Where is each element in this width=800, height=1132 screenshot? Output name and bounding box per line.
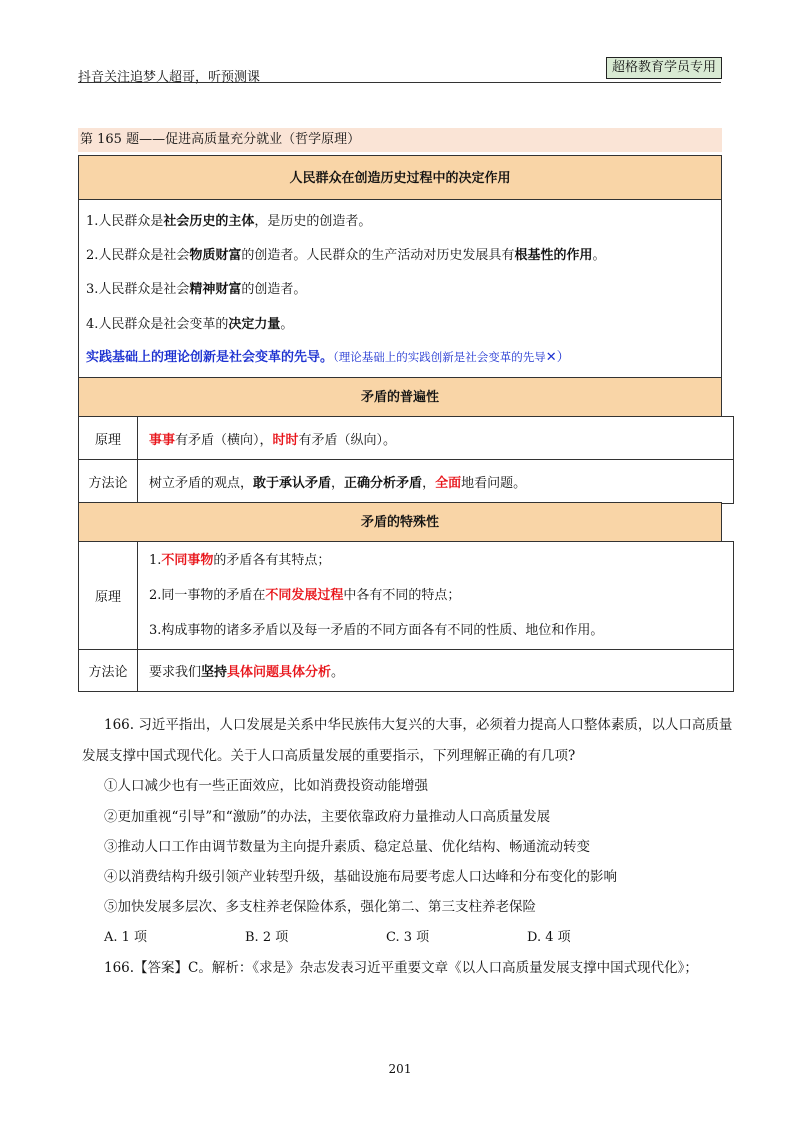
red-text: 不同发展过程 <box>265 588 344 603</box>
page-number: 201 <box>388 1062 412 1076</box>
text: 地看问题。 <box>461 476 527 491</box>
text: 2.同一事物的矛盾在 <box>149 588 266 603</box>
block2-table <box>78 416 734 504</box>
answer-line: 166.【答案】C。解析：《求是》杂志发表习近平重要文章《以人口高质量发展支撑中国式现代化》； <box>104 960 698 976</box>
text: 有矛盾（纵向）。 <box>298 432 397 448</box>
bold-blue-text: 实践基础上的理论创新是社会变革的先导。 <box>86 350 334 365</box>
principle-line-1 <box>149 543 732 578</box>
bold-text: 正确分析矛盾 <box>344 476 423 491</box>
red-text: 全面 <box>435 476 462 491</box>
table-row <box>79 460 734 504</box>
note-text: （理论基础上的实践创新是社会变革的先导 <box>333 350 546 364</box>
row-label: 方法论 <box>79 650 138 692</box>
header-divider <box>78 82 721 83</box>
bold-text: 敢于承认矛盾 <box>253 476 332 491</box>
text: 。 <box>592 248 606 263</box>
principle-line-2 <box>149 578 732 613</box>
text: 。 <box>280 317 294 332</box>
text: 。 <box>331 665 345 680</box>
option-c: C. 3 项 <box>386 930 430 945</box>
question-item: ②更加重视“引导”和“激励”的办法，主要依靠政府力量推动人口高质量发展 <box>104 809 551 825</box>
red-text: 事事 <box>149 432 176 448</box>
text: 有矛盾（横向）， <box>175 432 273 448</box>
text: 的矛盾各有其特点； <box>213 553 331 568</box>
text: ， <box>422 476 436 491</box>
red-text: 具体问题具体分析 <box>227 665 332 680</box>
header-title: 抖音关注追梦人超哥，听预测课 <box>78 70 261 85</box>
block1-item-4 <box>86 313 293 332</box>
bold-text: 决定力量 <box>228 317 281 332</box>
text: 2.人民群众是社会 <box>86 248 190 263</box>
block1-item-2 <box>86 244 605 263</box>
text: 1.人民群众是 <box>86 214 164 229</box>
row-content <box>138 417 734 460</box>
question-item: ①人口减少也有一些正面效应，比如消费投资动能增强 <box>104 778 428 794</box>
row-label: 原理 <box>79 542 138 650</box>
text: 的创造者。 <box>241 282 307 297</box>
option-d: D. 4 项 <box>527 930 571 945</box>
question-stem-line-2: 发展支撑中国式现代化。关于人口高质量发展的重要指示，下列理解正确的有几项? <box>82 748 576 764</box>
student-only-badge: 超格教育学员专用 <box>606 57 722 79</box>
text: 4.人民群众是社会变革的 <box>86 317 229 332</box>
text: ， <box>331 476 345 491</box>
table-row <box>79 417 734 460</box>
option-a: A. 1 项 <box>104 930 148 945</box>
text: 树立矛盾的观点， <box>149 476 254 491</box>
red-text: 不同事物 <box>161 553 214 568</box>
bold-text: 物质财富 <box>189 248 242 263</box>
bold-text: 精神财富 <box>189 282 242 297</box>
text: 的创造者。人民群众的生产活动对历史发展具有 <box>241 248 515 263</box>
row-label: 方法论 <box>79 460 138 504</box>
block1-title: 人民群众在创造历史过程中的决定作用 <box>78 155 722 200</box>
question-item: ⑤加快发展多层次、多支柱养老保险体系，强化第二、第三支柱养老保险 <box>104 899 536 915</box>
text: 1. <box>149 553 162 568</box>
block1-item-3 <box>86 278 306 297</box>
text: 要求我们 <box>149 665 202 680</box>
table-row <box>79 650 734 692</box>
section-title: 第 165 题——促进高质量充分就业（哲学原理） <box>78 128 722 152</box>
question-item: ③推动人口工作由调节数量为主向提升素质、稳定总量、优化结构、畅通流动转变 <box>104 839 590 855</box>
bold-text: 社会历史的主体 <box>163 214 255 229</box>
cross-mark-icon: ✕ <box>545 350 557 365</box>
question-stem-line-1: 166. 习近平指出，人口发展是关系中华民族伟大复兴的大事，必须着力提高人口整体素质，以人口高质量 <box>104 717 733 733</box>
row-label: 原理 <box>79 417 138 460</box>
block2-title: 矛盾的普遍性 <box>78 377 722 417</box>
row-content <box>138 542 734 650</box>
block1-item-1 <box>86 210 371 229</box>
block3-title: 矛盾的特殊性 <box>78 502 722 542</box>
option-b: B. 2 项 <box>245 930 289 945</box>
row-content <box>138 650 734 692</box>
row-content <box>138 460 734 504</box>
text: 中各有不同的特点； <box>343 588 461 603</box>
principle-line-3: 3.构成事物的诸多矛盾以及每一矛盾的不同方面各有不同的性质、地位和作用。 <box>149 623 604 638</box>
text: ） <box>556 350 570 365</box>
text: ，是历史的创造者。 <box>254 214 372 229</box>
text: 3.人民群众是社会 <box>86 282 190 297</box>
bold-text: 根基性的作用 <box>514 248 593 263</box>
red-text: 时时 <box>272 432 299 448</box>
block3-table <box>78 541 734 692</box>
block1-note <box>86 346 570 365</box>
question-item: ④以消费结构升级引领产业转型升级，基础设施布局要考虑人口达峰和分布变化的影响 <box>104 869 617 885</box>
bold-text: 坚持 <box>201 665 228 680</box>
table-row <box>79 542 734 650</box>
